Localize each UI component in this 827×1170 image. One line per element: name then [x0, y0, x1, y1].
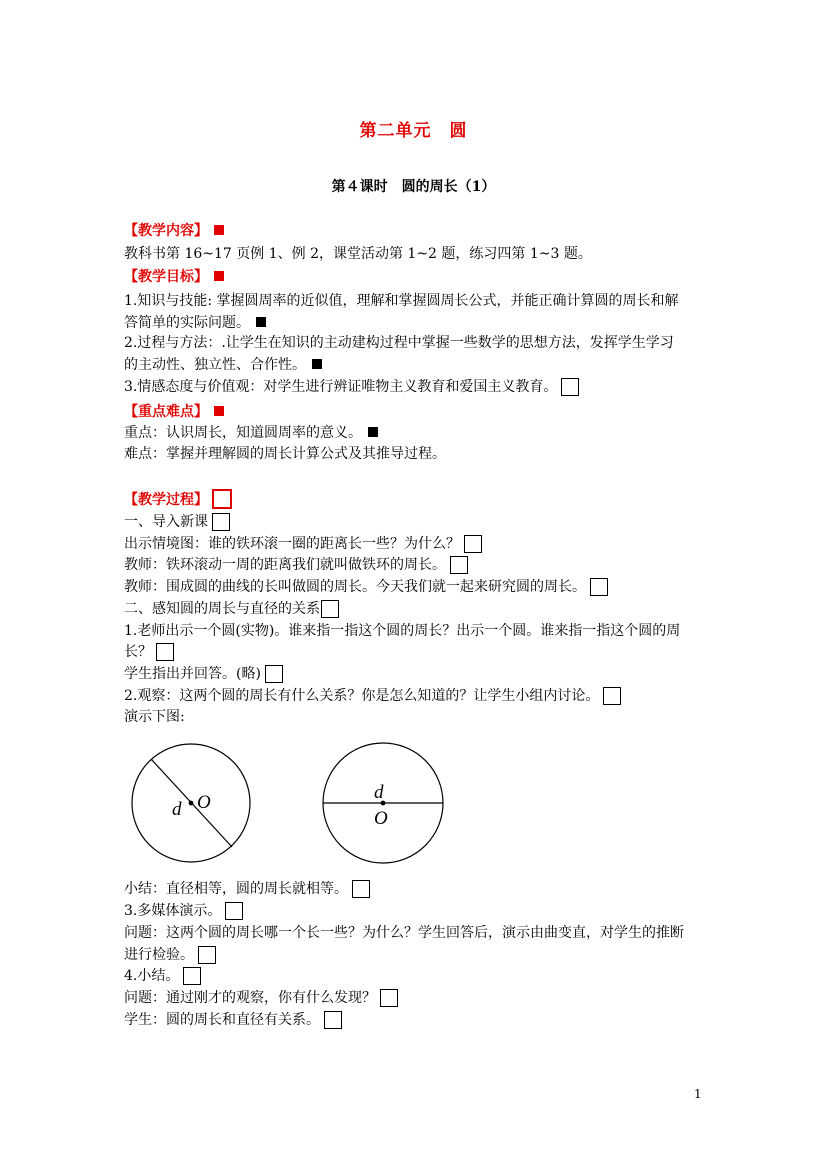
circles-figure: [124, 738, 454, 868]
p10-line: [124, 878, 714, 900]
checkbox-icon: [450, 556, 468, 574]
p13-line: [124, 965, 714, 987]
red-square-icon: [214, 271, 224, 281]
left-center-dot: [189, 801, 194, 806]
key2-line: 难点：掌握并理解圆的周长计算公式及其推导过程。: [124, 446, 446, 462]
lesson-subtitle: 第４课时 圆的周长（1）: [331, 179, 496, 195]
section-key: [124, 401, 714, 423]
section-content: [124, 220, 714, 242]
p6-line2-text: 长？: [124, 644, 152, 660]
key1-text: 重点：认识周长，知道圆周率的意义。: [124, 425, 362, 441]
unit-title: 第二单元 圆: [359, 121, 468, 141]
p11-line: [124, 900, 714, 922]
black-square-icon: [312, 359, 322, 369]
left-o-label: O: [197, 792, 211, 813]
p15-line: [124, 1009, 714, 1031]
p2-text: 出示情境图：谁的铁环滚一圈的距离长一些？为什么？: [124, 536, 460, 552]
p7-text: 学生指出并回答。(略): [124, 666, 261, 682]
p1-text: 一、导入新课: [124, 514, 208, 530]
p14-text: 问题：通过刚才的观察，你有什么发现？: [124, 990, 376, 1006]
p14-line: [124, 987, 714, 1009]
p3-text: 教师：铁环滚动一周的距离我们就叫做铁环的周长。: [124, 557, 446, 573]
red-square-icon: [214, 225, 224, 235]
right-d-label: d: [374, 782, 384, 803]
checkbox-icon: [603, 687, 621, 705]
goal2-line2-text: 的主动性、独立性、合作性。: [124, 357, 306, 373]
black-square-icon: [256, 317, 266, 327]
goal2-line1: 2.过程与方法：.让学生在知识的主动建构过程中掌握一些数学的思想方法，发挥学生学习: [124, 335, 674, 351]
p6-line1: 1.老师出示一个圆(实物)。谁来指一指这个圆的周长？出示一个圆。谁来指一指这个圆的周: [124, 623, 681, 639]
section-goals: [124, 266, 714, 288]
checkbox-icon: [590, 578, 608, 596]
p12-line2: [124, 944, 714, 966]
p12-line2-text: 进行检验。: [124, 947, 194, 963]
black-square-icon: [368, 427, 378, 437]
p9-line: 演示下图:: [124, 709, 185, 725]
right-circle-diagram: [323, 743, 443, 863]
goal2-line2: [124, 354, 714, 376]
checkbox-icon: [265, 665, 283, 683]
content-text: 教科书第 16~17 页例 1、例 2，课堂活动第 1~2 题，练习四第 1~3 题。: [124, 246, 592, 262]
checkbox-icon: [183, 967, 201, 985]
p4-text: 教师：围成圆的曲线的长叫做圆的周长。今天我们就一起来研究圆的周长。: [124, 579, 586, 595]
p6-line2: [124, 641, 714, 663]
checkbox-icon: [324, 1011, 342, 1029]
process-header: 【教学过程】: [124, 492, 208, 508]
p8-line: [124, 685, 714, 707]
checkbox-icon: [321, 600, 339, 618]
left-circle-diagram: [132, 744, 250, 862]
checkbox-icon: [156, 643, 174, 661]
p15-text: 学生：圆的周长和直径有关系。: [124, 1012, 320, 1028]
goal1-line1: 1.知识与技能: 掌握圆周率的近似值，理解和掌握圆周长公式，并能正确计算圆的周长和解: [124, 293, 679, 309]
goal3-text: 3.情感态度与价值观：对学生进行辨证唯物主义教育和爱国主义教育。: [124, 379, 558, 395]
checkbox-icon: [352, 880, 370, 898]
p11-text: 3.多媒体演示。: [124, 903, 222, 919]
red-square-icon: [214, 406, 224, 416]
section-process: [124, 489, 714, 511]
p8-text: 2.观察：这两个圆的周长有什么关系？你是怎么知道的？让学生小组内讨论。: [124, 688, 600, 704]
checkbox-icon: [225, 902, 243, 920]
key1-line: [124, 422, 714, 444]
p7-line: [124, 663, 714, 685]
goal1-line2: [124, 312, 714, 334]
goal1-line2-text: 答简单的实际问题。: [124, 315, 250, 331]
checkbox-icon: [380, 989, 398, 1007]
p2-line: [124, 533, 714, 555]
p12-line1: 问题：这两个圆的周长哪一个长一些？为什么？学生回答后，演示由曲变直，对学生的推断: [124, 925, 684, 941]
red-checkbox-icon: [212, 489, 232, 509]
p5-text: 二、感知圆的周长与直径的关系: [124, 601, 320, 617]
p5-line: [124, 598, 714, 620]
p10-text: 小结：直径相等，圆的周长就相等。: [124, 881, 348, 897]
checkbox-icon: [561, 378, 579, 396]
right-o-label: O: [374, 808, 388, 829]
goal3-line: [124, 376, 714, 398]
left-d-label: d: [172, 799, 182, 820]
page-number: 1: [694, 1087, 702, 1101]
content-header: 【教学内容】: [124, 223, 208, 239]
checkbox-icon: [464, 535, 482, 553]
checkbox-icon: [198, 946, 216, 964]
goals-header: 【教学目标】: [124, 269, 208, 285]
p13-text: 4.小结。: [124, 968, 180, 984]
checkbox-icon: [212, 513, 230, 531]
p1-line: [124, 511, 714, 533]
p4-line: [124, 576, 714, 598]
p3-line: [124, 554, 714, 576]
key-header: 【重点难点】: [124, 404, 208, 420]
